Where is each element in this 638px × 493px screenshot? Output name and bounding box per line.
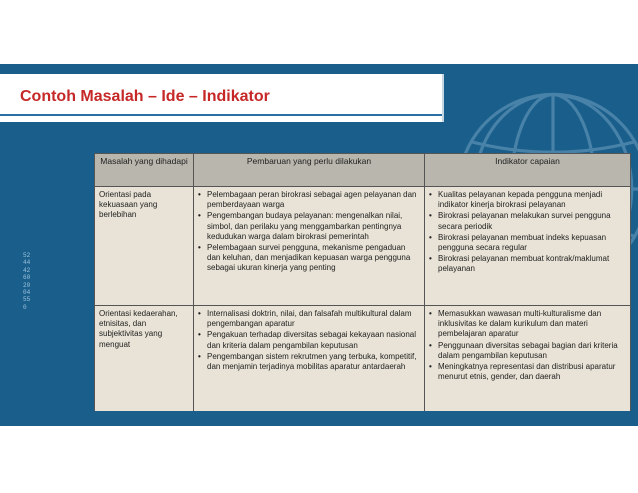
header-reform: Pembaruan yang perlu dilakukan: [194, 154, 425, 187]
slide-title: Contoh Masalah – Ide – Indikator: [20, 88, 270, 105]
table-row: [95, 187, 631, 306]
list-item: • Pelembagaan peran birokrasi sebagai agen pelayanan dan pemberdayaan warga: [198, 190, 420, 210]
list-item: • Pengembangan budaya pelayanan: mengenalkan nilai, simbol, dan perilaku yang menggambarkan pentingnya kedudukan warga dalam birokrasi pemerintah: [198, 211, 420, 242]
list-item: • Birokrasi pelayanan membuat indeks kepuasan pengguna secara regular: [429, 233, 626, 253]
title-underline: [0, 114, 442, 116]
list-item: • Penggunaan diversitas sebagai bagian dari kriteria dalam pengambilan keputusan: [429, 341, 626, 361]
problem-cell: Orientasi kedaerahan, etnisitas, dan subjektivitas yang menguat: [95, 306, 194, 412]
list-item: • Birokrasi pelayanan melakukan survei pengguna secara periodik: [429, 211, 626, 231]
scanned-table: [94, 153, 631, 411]
header-indicator: Indikator capaian: [425, 154, 631, 187]
title-bar: [0, 74, 444, 122]
list-item: • Pengakuan terhadap diversitas sebagai kekayaan nasional dan kriteria dalam pengambilan keputusan: [198, 330, 420, 350]
side-serial-number: 524442602004550: [23, 252, 31, 311]
problem-cell: Orientasi pada kekuasaan yang berlebihan: [95, 187, 194, 306]
indicator-cell: [425, 187, 631, 306]
list-item: • Internalisasi doktrin, nilai, dan falsafah multikultural dalam pengembangan aparatur: [198, 309, 420, 329]
header-problem: Masalah yang dihadapi: [95, 154, 194, 187]
list-item: • Pelembagaan survei pengguna, mekanisme pengaduan dan keluhan, dan menjadikan kepuasan warga pengguna sebagai ukuran kinerja yang penting: [198, 243, 420, 274]
list-item: • Pengembangan sistem rekrutmen yang terbuka, kompetitif, dan menjamin terjadinya mobilitas aparatur antardaerah: [198, 352, 420, 372]
table-row: [95, 306, 631, 412]
reform-cell: [194, 187, 425, 306]
list-item: • Birokrasi pelayanan membuat kontrak/maklumat pelayanan: [429, 254, 626, 274]
reform-cell: [194, 306, 425, 412]
table-header-row: [95, 154, 631, 187]
list-item: • Memasukkan wawasan multi-kulturalisme dan inklusivitas ke dalam kurikulum dan materi pembelajaran aparatur: [429, 309, 626, 340]
list-item: • Kualitas pelayanan kepada pengguna menjadi indikator kinerja birokrasi pelayanan: [429, 190, 626, 210]
reform-table: [94, 153, 631, 411]
list-item: • Meningkatnya representasi dan distribusi aparatur menurut etnis, gender, dan daerah: [429, 362, 626, 382]
indicator-cell: [425, 306, 631, 412]
